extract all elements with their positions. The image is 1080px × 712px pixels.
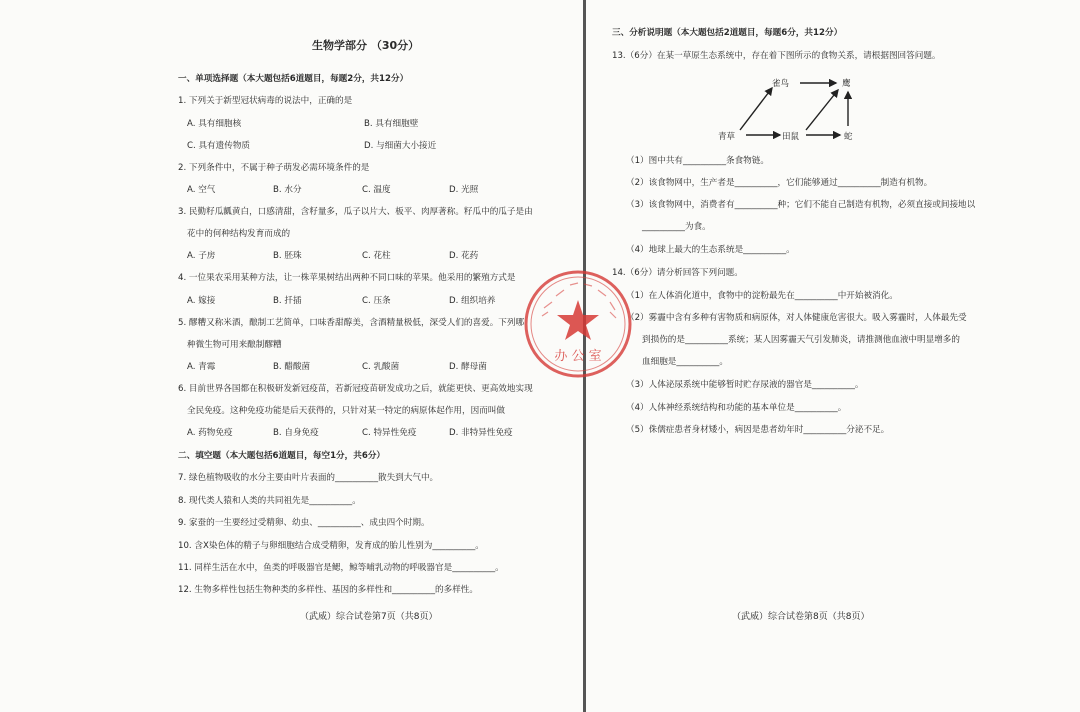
question-7: 7. 绿色植物吸收的水分主要由叶片表面的__________散失到大气中。 — [178, 473, 439, 483]
arrow-grass-to-sparrow — [740, 88, 772, 130]
q13-part-1: （1）图中共有__________条食物链。 — [626, 156, 769, 166]
q2-option-c: C. 温度 — [362, 185, 391, 195]
q13-part-2: （2）该食物网中，生产者是__________，它们能够通过__________制造有机物。 — [626, 178, 933, 188]
question-12: 12. 生物多样性包括生物种类的多样性、基因的多样性和__________的多样性。 — [178, 585, 478, 595]
question-1: 1. 下列关于新型冠状病毒的说法中，正确的是 — [178, 96, 353, 106]
q2-option-b: B. 水分 — [273, 185, 302, 195]
question-11: 11. 同样生活在水中，鱼类的呼吸器官是鳃，鲸等哺乳动物的呼吸器官是__________。 — [178, 563, 504, 573]
q4-option-d: D. 组织培养 — [449, 296, 496, 306]
question-3-line-2: 花中的何种结构发育而成的 — [187, 229, 291, 239]
q13-part-3-line-2: __________为食。 — [642, 222, 711, 232]
question-2: 2. 下列条件中，不属于种子萌发必需环境条件的是 — [178, 163, 370, 173]
q1-option-c: C. 具有遗传物质 — [187, 141, 251, 151]
question-4: 4. 一位果农采用某种方法，让一株苹果树结出两种不同口味的苹果。他采用的繁殖方式是 — [178, 273, 516, 283]
node-hawk: 鹰 — [842, 79, 851, 89]
q3-option-c: C. 花柱 — [362, 251, 391, 261]
node-snake: 蛇 — [844, 132, 853, 142]
section-3-heading: 三、分析说明题（本大题包括2道题目，每题6分，共12分） — [612, 28, 843, 38]
arrow-mouse-to-hawk — [806, 90, 838, 130]
q1-option-a: A. 具有细胞核 — [187, 119, 242, 129]
node-mouse: 田鼠 — [782, 132, 800, 142]
section-1-heading: 一、单项选择题（本大题包括6道题目，每题2分，共12分） — [178, 74, 409, 84]
q5-option-d: D. 酵母菌 — [449, 362, 487, 372]
q5-option-b: B. 醋酸菌 — [273, 362, 311, 372]
node-sparrow: 雀鸟 — [772, 79, 790, 89]
node-grass: 青草 — [718, 132, 736, 142]
q14-part-5: （5）侏儒症患者身材矮小，病因是患者幼年时__________分泌不足。 — [626, 425, 890, 435]
q4-option-c: C. 压条 — [362, 296, 391, 306]
q2-option-a: A. 空气 — [187, 185, 216, 195]
question-5-line-2: 种微生物可用来酿制醪糟 — [187, 340, 282, 350]
q14-part-4: （4）人体神经系统结构和功能的基本单位是__________。 — [626, 403, 847, 413]
q14-part-2-line-2: 到损伤的是__________系统；某人因雾霾天气引发肺炎，请推测他血液中明显增多的 — [642, 335, 960, 345]
q4-option-a: A. 嫁接 — [187, 296, 216, 306]
q1-option-b: B. 具有细胞壁 — [364, 119, 419, 129]
question-3-line-1: 3. 民勤籽瓜瓤黄白，口感清甜，含籽量多，瓜子以片大、板平、肉厚著称。籽瓜中的瓜子是由 — [178, 207, 533, 217]
question-6-line-2: 全民免疫。这种免疫功能是后天获得的，只针对某一特定的病原体起作用，因而叫做 — [187, 406, 505, 416]
q14-part-2-line-3: 血细胞是__________。 — [642, 357, 728, 367]
official-seal — [522, 268, 634, 380]
q3-option-a: A. 子房 — [187, 251, 216, 261]
q5-option-c: C. 乳酸菌 — [362, 362, 400, 372]
q6-option-c: C. 特异性免疫 — [362, 428, 417, 438]
question-8: 8. 现代类人猿和人类的共同祖先是__________。 — [178, 496, 361, 506]
q5-option-a: A. 青霉 — [187, 362, 216, 372]
food-web-diagram — [710, 72, 870, 146]
question-14: 14.（6分）请分析回答下列问题。 — [612, 268, 743, 278]
q6-option-b: B. 自身免疫 — [273, 428, 319, 438]
question-13: 13.（6分）在某一草原生态系统中，存在着下图所示的食物关系，请根据图回答问题。 — [612, 51, 941, 61]
q13-part-3-line-1: （3）该食物网中，消费者有__________种；它们不能自己制造有机物，必须直接或间接地以 — [626, 200, 976, 210]
q14-part-3: （3）人体泌尿系统中能够暂时贮存尿液的器官是__________。 — [626, 380, 864, 390]
q1-option-d: D. 与细菌大小接近 — [364, 141, 437, 151]
q13-part-4: （4）地球上最大的生态系统是__________。 — [626, 245, 795, 255]
q6-option-d: D. 非特异性免疫 — [449, 428, 513, 438]
q3-option-d: D. 花药 — [449, 251, 479, 261]
q6-option-a: A. 药物免疫 — [187, 428, 233, 438]
left-page-footer: （武威）综合试卷第7页（共8页） — [300, 612, 438, 622]
question-9: 9. 家蚕的一生要经过受精卵、幼虫、__________、成虫四个时期。 — [178, 518, 430, 528]
page-title: 生物学部分 （30分） — [312, 39, 420, 52]
q14-part-1: （1）在人体消化道中，食物中的淀粉最先在__________中开始被消化。 — [626, 291, 898, 301]
question-6-line-1: 6. 目前世界各国都在积极研发新冠疫苗，若新冠疫苗研发成功之后，就能更快、更高效地实现 — [178, 384, 533, 394]
question-5-line-1: 5. 醪糟又称米酒，酿制工艺简单，口味香甜醇美，含酒精量极低，深受人们的喜爱。下列哪 — [178, 318, 525, 328]
q14-part-2-line-1: （2）雾霾中含有多种有害物质和病原体，对人体健康危害很大。吸入雾霾时，人体最先受 — [626, 313, 967, 323]
q3-option-b: B. 胚珠 — [273, 251, 302, 261]
q4-option-b: B. 扦插 — [273, 296, 302, 306]
question-10: 10. 含X染色体的精子与卵细胞结合成受精卵，发育成的胎儿性别为__________。 — [178, 541, 484, 551]
q2-option-d: D. 光照 — [449, 185, 479, 195]
right-page-footer: （武威）综合试卷第8页（共8页） — [732, 612, 870, 622]
seal-text: 办 公 室 — [554, 349, 602, 364]
section-2-heading: 二、填空题（本大题包括6道题目，每空1分，共6分） — [178, 451, 386, 461]
